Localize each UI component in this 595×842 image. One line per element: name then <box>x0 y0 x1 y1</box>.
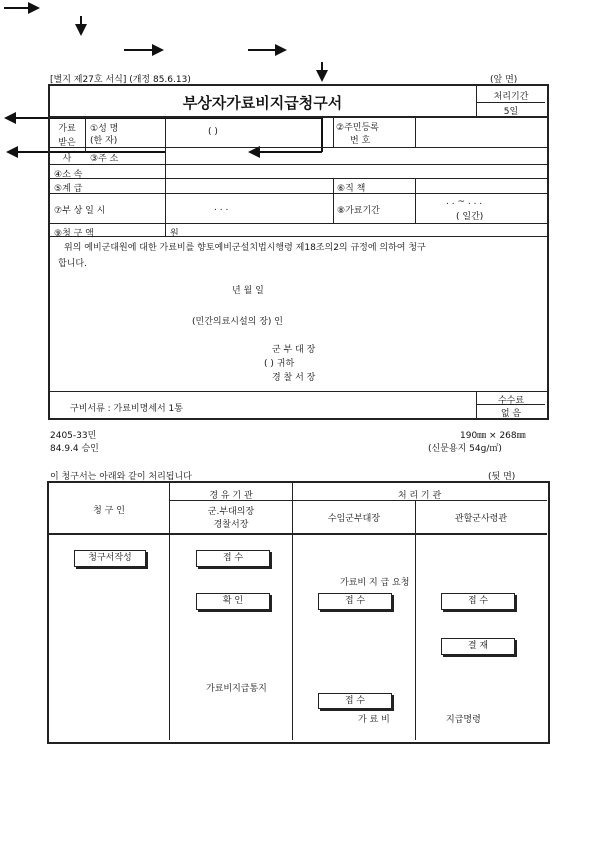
side-label-front: (앞 면) <box>490 75 518 85</box>
col-claimant: 청 구 인 <box>93 506 125 516</box>
recipient-label: 사 <box>62 154 72 164</box>
injury-date-value[interactable]: . . . <box>214 203 229 213</box>
name-label: ①성 명 <box>90 124 119 134</box>
name-hanja-paren: ( ) <box>208 127 218 137</box>
back-intro: 이 청구서는 아래와 같이 처리됩니다 <box>50 472 192 482</box>
step-payment-notice: 가료비지급통지 <box>206 684 267 694</box>
step-receive: 접 수 <box>196 550 270 567</box>
step-write-claim: 청구서작성 <box>74 550 146 567</box>
body-text: 위의 예비군대원에 대한 가료비를 향토예비군설치법시행령 제18조의2의 규정에 의하여 청구 <box>64 243 426 253</box>
claim-amount-label: ⑨청 구 액 <box>54 229 94 239</box>
recipient-label: 가료 <box>58 124 76 134</box>
rank-field[interactable] <box>166 179 332 192</box>
fee-value: 없 음 <box>500 409 522 419</box>
form-approval: 84.9.4 승인 <box>50 444 99 454</box>
paper-type: (신문용지 54g/㎡) <box>428 444 502 454</box>
date-line[interactable]: 년 월 일 <box>232 286 264 296</box>
treatment-period-label: ⑧가료기간 <box>337 206 380 216</box>
col-via-sub: 경찰서장 <box>213 520 249 530</box>
attachments: 구비서류 : 가료비명세서 1통 <box>70 404 183 414</box>
position-label: ⑥직 책 <box>337 184 366 194</box>
addressee-unit: 군 부 대 장 <box>272 345 316 355</box>
step-approve: 결 재 <box>441 638 515 655</box>
col-processing: 처 리 기 관 <box>397 491 442 501</box>
step-confirm: 확 인 <box>196 593 270 610</box>
resident-number-label: 번 호 <box>350 136 371 146</box>
processing-period-value: 5일 <box>503 107 519 117</box>
resident-number-field[interactable] <box>416 117 545 146</box>
form-title: 부상자가료비지급청구서 <box>182 94 343 112</box>
form-number: [별지 제27호 서식] (개정 85.6.13) <box>50 75 191 85</box>
form-code: 2405-33민 <box>50 431 97 441</box>
processing-period-label: 처리기간 <box>493 92 529 102</box>
step-receive: 접 수 <box>441 593 515 610</box>
recipient-label: 받은 <box>58 138 76 148</box>
affiliation-label: ④소 속 <box>54 170 83 180</box>
hospital-head-line: (민간의료시설의 장) 인 <box>192 317 283 327</box>
side-label-back: (뒷 면) <box>488 472 516 482</box>
body-text: 합니다. <box>58 259 87 269</box>
injury-date-label: ⑦부 상 일 시 <box>54 206 106 216</box>
fee-label: 수수료 <box>497 396 525 406</box>
claim-amount-suffix: 원 <box>170 229 179 239</box>
affiliation-field[interactable] <box>166 165 545 177</box>
col-district-sub: 관할군사령관 <box>454 514 508 524</box>
name-field[interactable] <box>166 117 332 146</box>
step-receive: 접 수 <box>318 693 392 709</box>
step-receive: 접 수 <box>318 593 392 610</box>
col-via: 경 유 기 관 <box>209 491 253 501</box>
address-label: ③주 소 <box>90 154 119 164</box>
step-payment-request: 가료비 지 급 요청 <box>340 578 410 588</box>
rank-label: ⑤계 급 <box>54 184 83 194</box>
position-field[interactable] <box>416 179 545 192</box>
addressee-police: 경 찰 서 장 <box>272 373 316 383</box>
treatment-period-value[interactable]: . . ~ . . . <box>446 197 483 207</box>
paper-size: 190㎜ × 268㎜ <box>460 431 526 441</box>
resident-number-label: ②주민등록 <box>336 123 379 133</box>
addressee-paren: ( ) 귀하 <box>264 359 295 369</box>
col-via-sub: 군.부대의장 <box>207 507 255 517</box>
step-payment-order-left: 가 료 비 <box>358 715 390 725</box>
address-field[interactable] <box>166 148 545 163</box>
col-unit-sub: 수임군부대장 <box>327 514 381 524</box>
name-hanja-label: (한 자) <box>90 136 118 146</box>
step-payment-order-right: 지급명령 <box>446 715 481 725</box>
treatment-days[interactable]: ( 일간) <box>456 212 484 222</box>
